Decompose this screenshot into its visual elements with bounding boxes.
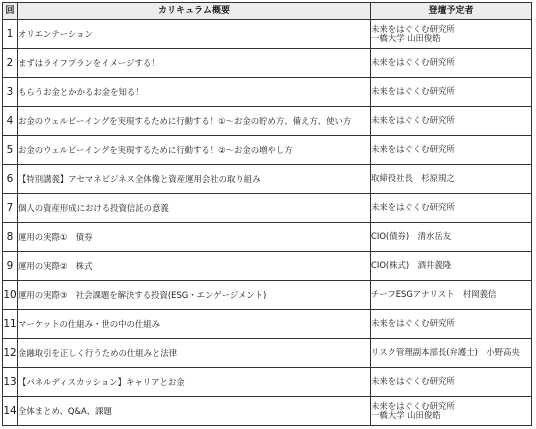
session-title: マーケットの仕組み・世の中の仕組み (18, 310, 371, 339)
session-number: 10 (3, 281, 18, 310)
session-number: 14 (3, 397, 18, 426)
speaker-name: 未来をはぐくむ研究所 (371, 23, 455, 34)
session-speaker (371, 136, 532, 165)
header-no: 回 (3, 3, 18, 20)
session-title: お金のウェルビーイングを実現するために行動する！①～お金の貯め方、備え方、使い方 (18, 107, 371, 136)
session-number: 4 (3, 107, 18, 136)
session-speaker (371, 397, 532, 426)
session-speaker (371, 368, 532, 397)
session-speaker (371, 194, 532, 223)
session-title: 金融取引を正しく行うための仕組みと法律 (18, 339, 371, 368)
speaker-list (371, 369, 531, 396)
speaker-list (371, 282, 531, 309)
curriculum-table (2, 2, 532, 426)
table-body (3, 20, 532, 426)
table-row (3, 339, 532, 368)
session-title: 個人の資産形成における投資信託の意義 (18, 194, 371, 223)
speaker-list (371, 224, 531, 251)
speaker-name: 未来をはぐくむ研究所 (371, 202, 455, 213)
table-row (3, 194, 532, 223)
table-row (3, 252, 532, 281)
session-number: 13 (3, 368, 18, 397)
table-row (3, 107, 532, 136)
speaker-list (371, 253, 531, 280)
session-title: 【パネルディスカッション】キャリアとお金 (18, 368, 371, 397)
session-speaker (371, 223, 532, 252)
session-speaker (371, 78, 532, 107)
session-speaker (371, 339, 532, 368)
session-speaker (371, 49, 532, 78)
table-row (3, 136, 532, 165)
speaker-name: 未来をはぐくむ研究所 (371, 115, 455, 126)
session-number: 12 (3, 339, 18, 368)
table-row (3, 310, 532, 339)
session-number: 3 (3, 78, 18, 107)
session-number: 11 (3, 310, 18, 339)
header-title: カリキュラム概要 (18, 3, 371, 20)
session-speaker (371, 107, 532, 136)
session-number: 7 (3, 194, 18, 223)
session-title: オリエンテーション (18, 20, 371, 49)
speaker-list (371, 108, 531, 135)
header-speaker: 登壇予定者 (371, 3, 532, 20)
session-number: 8 (3, 223, 18, 252)
table-row (3, 165, 532, 194)
speaker-list (371, 166, 531, 193)
speaker-list (371, 398, 531, 425)
speaker-name: 未来をはぐくむ研究所 (371, 376, 455, 387)
speaker-name: チーフESGアナリスト 村岡義信 (371, 289, 497, 300)
speaker-list (371, 21, 531, 48)
session-speaker (371, 310, 532, 339)
speaker-name: 取締役社長 杉原規之 (371, 173, 455, 184)
session-title: お金のウェルビーイングを実現するために行動する！②～お金の増やし方 (18, 136, 371, 165)
session-number: 1 (3, 20, 18, 49)
session-number: 9 (3, 252, 18, 281)
session-title: 運用の実際② 株式 (18, 252, 371, 281)
speaker-list (371, 137, 531, 164)
speaker-name: リスク管理副本部長(弁護士) 小野高央 (371, 347, 520, 358)
session-number: 6 (3, 165, 18, 194)
speaker-list (371, 195, 531, 222)
speaker-name: 一橋大学 山田俊皓 (371, 33, 441, 43)
speaker-name: 未来をはぐくむ研究所 (371, 57, 455, 68)
session-title: 全体まとめ、Q&A、課題 (18, 397, 371, 426)
speaker-list (371, 340, 531, 367)
session-title: 【特別講義】アセマネビジネス全体像と資産運用会社の取り組み (18, 165, 371, 194)
speaker-name: 未来をはぐくむ研究所 (371, 86, 455, 97)
table-row (3, 223, 532, 252)
session-speaker (371, 281, 532, 310)
header-row (3, 3, 532, 20)
speaker-name: 未来をはぐくむ研究所 (371, 400, 455, 411)
session-title: 運用の実際① 債券 (18, 223, 371, 252)
speaker-name: CIO(株式) 酒井義隆 (371, 260, 452, 271)
table-row (3, 368, 532, 397)
session-speaker (371, 252, 532, 281)
speaker-name: 未来をはぐくむ研究所 (371, 318, 455, 329)
session-title: もらうお金とかかるお金を知る！ (18, 78, 371, 107)
session-speaker (371, 165, 532, 194)
speaker-list (371, 79, 531, 106)
table-row (3, 49, 532, 78)
table-row (3, 397, 532, 426)
table-row (3, 78, 532, 107)
table-row (3, 20, 532, 49)
speaker-list (371, 311, 531, 338)
table-row (3, 281, 532, 310)
speaker-list (371, 50, 531, 77)
speaker-name: 未来をはぐくむ研究所 (371, 144, 455, 155)
session-title: まずはライフプランをイメージする！ (18, 49, 371, 78)
session-number: 2 (3, 49, 18, 78)
session-number: 5 (3, 136, 18, 165)
session-title: 運用の実際③ 社会課題を解決する投資(ESG・エンゲージメント) (18, 281, 371, 310)
speaker-name: 一橋大学 山田俊皓 (371, 410, 441, 420)
session-speaker (371, 20, 532, 49)
speaker-name: CIO(債券) 清水岳友 (371, 231, 452, 242)
